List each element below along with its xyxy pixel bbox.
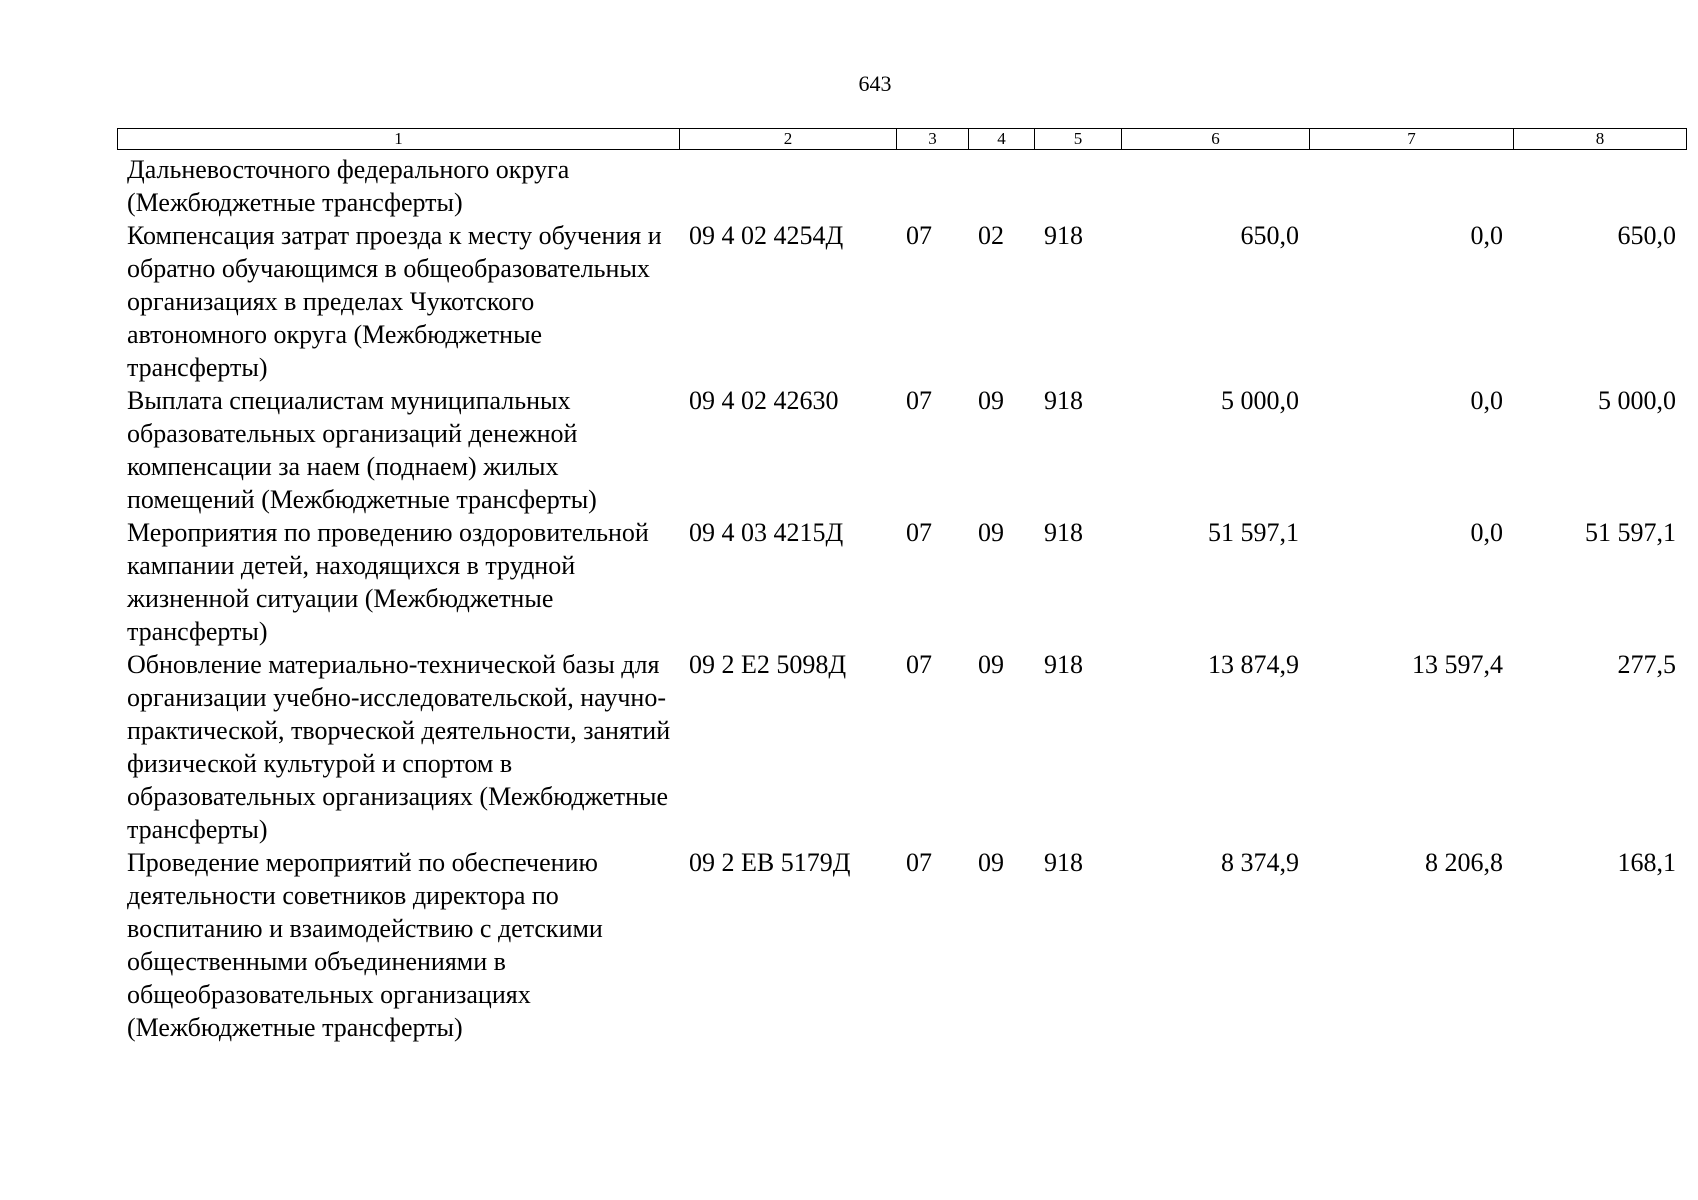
row-subsection: 09 bbox=[978, 848, 1004, 877]
table-row bbox=[117, 384, 1686, 516]
row-name: Выплата специалистам муниципальных образовательных организаций денежной компенсации за наем (поднаем) жилых помещений (Межбюджетные трансферты) bbox=[127, 386, 597, 514]
row-subsection: 09 bbox=[978, 650, 1004, 679]
row-subsection: 02 bbox=[978, 221, 1004, 250]
row-regional: 5 000,0 bbox=[1598, 386, 1676, 415]
row-regional: 168,1 bbox=[1617, 848, 1676, 877]
row-federal: 0,0 bbox=[1470, 518, 1503, 547]
page-number: 643 bbox=[858, 71, 892, 96]
row-ministry bbox=[1034, 153, 1121, 219]
column-number-5: 5 bbox=[1035, 129, 1122, 150]
row-section: 07 bbox=[906, 650, 932, 679]
row-total: 650,0 bbox=[1240, 221, 1299, 250]
row-name: Дальневосточного федерального округа (Межбюджетные трансферты) bbox=[127, 155, 570, 217]
row-subsection: 09 bbox=[978, 518, 1004, 547]
row-ministry: 918 bbox=[1044, 848, 1083, 877]
row-code: 09 2 Е2 5098Д bbox=[689, 650, 847, 679]
row-regional: 277,5 bbox=[1617, 650, 1676, 679]
column-number-3: 3 bbox=[897, 129, 969, 150]
budget-table bbox=[117, 153, 1686, 1044]
column-number-header bbox=[117, 128, 1687, 150]
row-name: Проведение мероприятий по обеспечению деятельности советников директора по воспитанию и взаимодействию с детскими общественными объединениями в общеобразовательных организациях (Межбюджетные трансферты) bbox=[127, 848, 603, 1042]
row-ministry: 918 bbox=[1044, 518, 1083, 547]
column-number-1: 1 bbox=[118, 129, 680, 150]
row-total: 13 874,9 bbox=[1208, 650, 1299, 679]
row-ministry: 918 bbox=[1044, 650, 1083, 679]
row-total: 5 000,0 bbox=[1221, 386, 1299, 415]
row-federal: 0,0 bbox=[1470, 221, 1503, 250]
row-code: 09 4 02 42630 bbox=[689, 386, 839, 415]
row-regional: 51 597,1 bbox=[1585, 518, 1676, 547]
table-row bbox=[117, 219, 1686, 384]
row-subsection: 09 bbox=[978, 386, 1004, 415]
table-row bbox=[117, 846, 1686, 1044]
row-federal: 0,0 bbox=[1470, 386, 1503, 415]
row-code: 09 2 ЕВ 5179Д bbox=[689, 848, 851, 877]
column-number-6: 6 bbox=[1122, 129, 1310, 150]
table-row bbox=[117, 648, 1686, 846]
row-section: 07 bbox=[906, 848, 932, 877]
row-total: 51 597,1 bbox=[1208, 518, 1299, 547]
row-code: 09 4 03 4215Д bbox=[689, 518, 844, 547]
row-section: 07 bbox=[906, 518, 932, 547]
row-name: Компенсация затрат проезда к месту обучения и обратно обучающимся в общеобразовательных организациях в пределах Чукотского автономного округа (Межбюджетные трансферты) bbox=[127, 221, 662, 382]
column-number-7: 7 bbox=[1310, 129, 1514, 150]
column-number-8: 8 bbox=[1514, 129, 1687, 150]
table-row bbox=[117, 516, 1686, 648]
row-name: Мероприятия по проведению оздоровительной кампании детей, находящихся в трудной жизненной ситуации (Межбюджетные трансферты) bbox=[127, 518, 649, 646]
row-total bbox=[1121, 153, 1309, 219]
row-federal bbox=[1309, 153, 1513, 219]
row-ministry: 918 bbox=[1044, 221, 1083, 250]
row-ministry: 918 bbox=[1044, 386, 1083, 415]
row-section: 07 bbox=[906, 221, 932, 250]
row-regional: 650,0 bbox=[1617, 221, 1676, 250]
row-federal: 8 206,8 bbox=[1425, 848, 1503, 877]
row-code: 09 4 02 4254Д bbox=[689, 221, 844, 250]
row-section: 07 bbox=[906, 386, 932, 415]
column-number-4: 4 bbox=[969, 129, 1035, 150]
row-name: Обновление материально-технической базы для организации учебно-исследовательской, научно-практической, творческой деятельности, занятий физической культурой и спортом в образовательных организациях (Межбюджетные трансферты) bbox=[127, 650, 671, 844]
row-section bbox=[896, 153, 968, 219]
row-total: 8 374,9 bbox=[1221, 848, 1299, 877]
row-subsection bbox=[968, 153, 1034, 219]
table-row bbox=[117, 153, 1686, 219]
row-federal: 13 597,4 bbox=[1412, 650, 1503, 679]
row-code bbox=[679, 153, 896, 219]
row-regional bbox=[1513, 153, 1686, 219]
column-number-2: 2 bbox=[680, 129, 897, 150]
